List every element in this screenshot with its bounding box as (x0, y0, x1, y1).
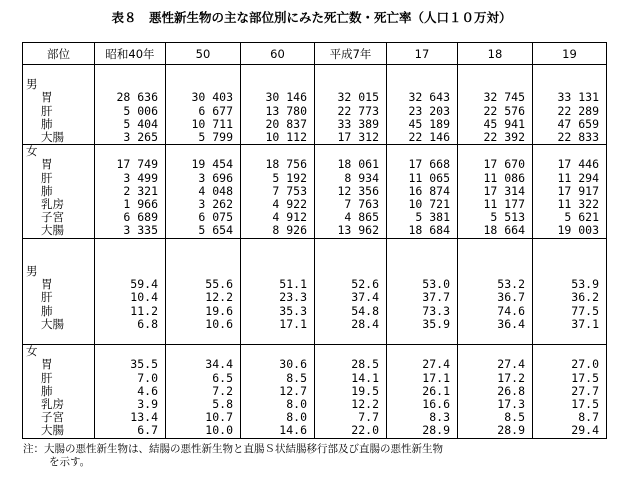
empty-cell (458, 65, 533, 79)
site-label: 子宮 (23, 411, 95, 424)
empty-cell (241, 252, 315, 265)
sex-label: 女 (23, 345, 95, 359)
site-label: 大腸 (23, 318, 95, 331)
value-cell: 26.1 (387, 385, 458, 398)
empty-cell (533, 238, 607, 252)
empty-cell (533, 331, 607, 345)
value-cell: 27.7 (533, 385, 607, 398)
value-cell: 16 874 (387, 185, 458, 198)
value-cell: 13 780 (241, 105, 315, 118)
header-year: 19 (533, 43, 607, 65)
sex-label: 男 (23, 265, 95, 278)
value-cell: 11 086 (458, 172, 533, 185)
value-cell: 6 075 (166, 211, 241, 224)
empty-cell (23, 65, 95, 79)
value-cell: 5 192 (241, 172, 315, 185)
value-cell: 17.1 (387, 372, 458, 385)
value-cell: 10.6 (166, 318, 241, 331)
value-cell: 12.7 (241, 385, 315, 398)
value-cell: 5 404 (95, 118, 166, 131)
site-label: 胃 (23, 278, 95, 291)
value-cell: 10 112 (241, 131, 315, 145)
value-cell: 6 689 (95, 211, 166, 224)
value-cell: 3 335 (95, 224, 166, 238)
empty-cell (166, 238, 241, 252)
value-cell: 14.6 (241, 424, 315, 438)
header-year: 50 (166, 43, 241, 65)
table-row (23, 158, 607, 171)
value-cell: 7 753 (241, 185, 315, 198)
table-body (23, 65, 607, 439)
value-cell: 11 065 (387, 172, 458, 185)
empty-cell (95, 331, 166, 345)
value-cell: 8.3 (387, 411, 458, 424)
header-site: 部位 (23, 43, 95, 65)
site-label: 肝 (23, 372, 95, 385)
empty-cell (387, 252, 458, 265)
value-cell: 4 865 (315, 211, 387, 224)
table-row (23, 291, 607, 304)
value-cell: 13 962 (315, 224, 387, 238)
value-cell: 17 446 (533, 158, 607, 171)
value-cell: 17 314 (458, 185, 533, 198)
value-cell: 51.1 (241, 278, 315, 291)
value-cell: 20 837 (241, 118, 315, 131)
empty-cell (241, 238, 315, 252)
value-cell: 17 312 (315, 131, 387, 145)
value-cell: 17.5 (533, 398, 607, 411)
value-cell: 32 745 (458, 91, 533, 104)
value-cell: 73.3 (387, 305, 458, 318)
value-cell: 8 934 (315, 172, 387, 185)
value-cell: 22 833 (533, 131, 607, 145)
site-label: 胃 (23, 158, 95, 171)
table-row (23, 424, 607, 438)
value-cell: 4 922 (241, 198, 315, 211)
footnote-line: 注：大腸の悪性新生物は、結腸の悪性新生物と直腸Ｓ状結腸移行部及び直腸の悪性新生物 (23, 443, 443, 455)
table-row (23, 372, 607, 385)
header-year: 18 (458, 43, 533, 65)
value-cell: 8.0 (241, 398, 315, 411)
value-cell: 4 048 (166, 185, 241, 198)
value-cell: 11 322 (533, 198, 607, 211)
value-cell: 33 389 (315, 118, 387, 131)
site-label: 大腸 (23, 224, 95, 238)
value-cell: 26.8 (458, 385, 533, 398)
header-year: 17 (387, 43, 458, 65)
value-cell: 52.6 (315, 278, 387, 291)
value-cell: 28 636 (95, 91, 166, 104)
footnote-line: を示す。 (49, 456, 91, 468)
value-cell: 59.4 (95, 278, 166, 291)
value-cell: 17.2 (458, 372, 533, 385)
header-year: 60 (241, 43, 315, 65)
table-row (23, 91, 607, 104)
empty-cell (95, 252, 166, 265)
table-row (23, 131, 607, 145)
header-year: 平成7年 (315, 43, 387, 65)
empty-cell (166, 145, 241, 159)
empty-cell (458, 345, 533, 359)
value-cell: 27.4 (458, 358, 533, 371)
value-cell: 10.4 (95, 291, 166, 304)
value-cell: 8.5 (241, 372, 315, 385)
value-cell: 7.2 (166, 385, 241, 398)
site-label: 肺 (23, 385, 95, 398)
empty-cell (166, 65, 241, 79)
value-cell: 3.9 (95, 398, 166, 411)
value-cell: 17 668 (387, 158, 458, 171)
value-cell: 74.6 (458, 305, 533, 318)
sex-label: 女 (23, 145, 95, 159)
value-cell: 8 926 (241, 224, 315, 238)
value-cell: 11 294 (533, 172, 607, 185)
empty-cell (241, 65, 315, 79)
value-cell: 17.1 (241, 318, 315, 331)
value-cell: 30 146 (241, 91, 315, 104)
value-cell: 7.7 (315, 411, 387, 424)
site-label: 肝 (23, 172, 95, 185)
value-cell: 35.9 (387, 318, 458, 331)
value-cell: 11 177 (458, 198, 533, 211)
table-row (23, 305, 607, 318)
empty-cell (387, 145, 458, 159)
empty-cell (387, 345, 458, 359)
empty-cell (387, 65, 458, 79)
value-cell: 18 664 (458, 224, 533, 238)
value-cell: 36.7 (458, 291, 533, 304)
empty-cell (241, 331, 315, 345)
value-cell: 10.7 (166, 411, 241, 424)
value-cell: 18 684 (387, 224, 458, 238)
empty-cell (166, 331, 241, 345)
value-cell: 18 061 (315, 158, 387, 171)
site-label: 大腸 (23, 424, 95, 438)
value-cell: 3 696 (166, 172, 241, 185)
empty-cell (241, 345, 315, 359)
value-cell: 36.2 (533, 291, 607, 304)
value-cell: 19.6 (166, 305, 241, 318)
value-cell: 17.3 (458, 398, 533, 411)
empty-cell (166, 252, 241, 265)
empty-cell (315, 345, 387, 359)
empty-cell (315, 331, 387, 345)
empty-cell (95, 238, 166, 252)
value-cell: 30.6 (241, 358, 315, 371)
value-cell: 29.4 (533, 424, 607, 438)
table-row (23, 224, 607, 238)
site-label: 肺 (23, 185, 95, 198)
site-label: 肺 (23, 305, 95, 318)
value-cell: 6.7 (95, 424, 166, 438)
value-cell: 11.2 (95, 305, 166, 318)
value-cell: 12 356 (315, 185, 387, 198)
empty-cell (458, 331, 533, 345)
value-cell: 17 917 (533, 185, 607, 198)
value-cell: 17 670 (458, 158, 533, 171)
sex-label: 男 (23, 78, 95, 91)
empty-cell (387, 331, 458, 345)
value-cell: 6.8 (95, 318, 166, 331)
header-year: 昭和40年 (95, 43, 166, 65)
value-cell: 30 403 (166, 91, 241, 104)
value-cell: 35.5 (95, 358, 166, 371)
value-cell: 77.5 (533, 305, 607, 318)
value-cell: 5 006 (95, 105, 166, 118)
empty-cell (95, 345, 166, 359)
value-cell: 35.3 (241, 305, 315, 318)
empty-cell (23, 238, 95, 252)
empty-cell (533, 65, 607, 79)
empty-cell (166, 345, 241, 359)
value-cell: 32 015 (315, 91, 387, 104)
sex-row (23, 145, 607, 159)
value-cell: 5 513 (458, 211, 533, 224)
site-label: 肝 (23, 291, 95, 304)
spacer-row (23, 331, 607, 345)
value-cell: 14.1 (315, 372, 387, 385)
value-cell: 6 677 (166, 105, 241, 118)
table-row (23, 105, 607, 118)
table-row (23, 318, 607, 331)
value-cell: 37.1 (533, 318, 607, 331)
value-cell: 28.5 (315, 358, 387, 371)
value-cell: 19 003 (533, 224, 607, 238)
value-cell: 37.4 (315, 291, 387, 304)
value-cell: 19.5 (315, 385, 387, 398)
empty-cell (23, 331, 95, 345)
value-cell: 22 576 (458, 105, 533, 118)
value-cell: 5.8 (166, 398, 241, 411)
value-cell: 8.5 (458, 411, 533, 424)
value-cell: 10 711 (166, 118, 241, 131)
value-cell: 27.0 (533, 358, 607, 371)
value-cell: 28.4 (315, 318, 387, 331)
value-cell: 53.9 (533, 278, 607, 291)
value-cell: 27.4 (387, 358, 458, 371)
header-row (23, 43, 607, 65)
value-cell: 3 262 (166, 198, 241, 211)
empty-cell (241, 145, 315, 159)
site-label: 肝 (23, 105, 95, 118)
empty-cell (533, 345, 607, 359)
empty-cell (458, 252, 533, 265)
value-cell: 5 799 (166, 131, 241, 145)
value-cell: 5 621 (533, 211, 607, 224)
value-cell: 8.0 (241, 411, 315, 424)
empty-cell (315, 145, 387, 159)
value-cell: 12.2 (166, 291, 241, 304)
site-label: 肺 (23, 118, 95, 131)
value-cell: 10 721 (387, 198, 458, 211)
empty-cell (315, 238, 387, 252)
value-cell: 33 131 (533, 91, 607, 104)
value-cell: 2 321 (95, 185, 166, 198)
value-cell: 54.8 (315, 305, 387, 318)
value-cell: 36.4 (458, 318, 533, 331)
value-cell: 16.6 (387, 398, 458, 411)
table-row (23, 172, 607, 185)
value-cell: 19 454 (166, 158, 241, 171)
empty-cell (315, 65, 387, 79)
empty-cell (533, 145, 607, 159)
empty-cell (458, 145, 533, 159)
value-cell: 18 756 (241, 158, 315, 171)
value-cell: 7 763 (315, 198, 387, 211)
value-cell: 4 912 (241, 211, 315, 224)
value-cell: 22 289 (533, 105, 607, 118)
value-cell: 8.7 (533, 411, 607, 424)
site-label: 大腸 (23, 131, 95, 145)
sex-row (23, 345, 607, 359)
site-label: 胃 (23, 91, 95, 104)
value-cell: 32 643 (387, 91, 458, 104)
value-cell: 22 392 (458, 131, 533, 145)
empty-cell (315, 252, 387, 265)
value-cell: 55.6 (166, 278, 241, 291)
value-cell: 5 381 (387, 211, 458, 224)
value-cell: 1 966 (95, 198, 166, 211)
value-cell: 22 773 (315, 105, 387, 118)
value-cell: 28.9 (387, 424, 458, 438)
spacer-row (23, 65, 607, 79)
value-cell: 53.2 (458, 278, 533, 291)
value-cell: 7.0 (95, 372, 166, 385)
spacer-row (23, 238, 607, 252)
value-cell: 28.9 (458, 424, 533, 438)
value-cell: 12.2 (315, 398, 387, 411)
value-cell: 13.4 (95, 411, 166, 424)
value-cell: 10.0 (166, 424, 241, 438)
footnote (23, 443, 443, 469)
site-label: 乳房 (23, 398, 95, 411)
value-cell: 22.0 (315, 424, 387, 438)
value-cell: 53.0 (387, 278, 458, 291)
value-cell: 23 203 (387, 105, 458, 118)
spacer-row (23, 252, 607, 265)
empty-cell (95, 65, 166, 79)
value-cell: 4.6 (95, 385, 166, 398)
value-cell: 45 189 (387, 118, 458, 131)
table-title: 表８ 悪性新生物の主な部位別にみた死亡数・死亡率（人口１０万対） (111, 10, 512, 25)
value-cell: 3 499 (95, 172, 166, 185)
mortality-table (22, 42, 607, 439)
site-label: 乳房 (23, 198, 95, 211)
value-cell: 6.5 (166, 372, 241, 385)
table-row (23, 358, 607, 371)
empty-cell (458, 238, 533, 252)
value-cell: 22 146 (387, 131, 458, 145)
site-label: 子宮 (23, 211, 95, 224)
value-cell: 47 659 (533, 118, 607, 131)
value-cell: 23.3 (241, 291, 315, 304)
empty-cell (533, 252, 607, 265)
value-cell: 17.5 (533, 372, 607, 385)
site-label: 胃 (23, 358, 95, 371)
value-cell: 17 749 (95, 158, 166, 171)
value-cell: 5 654 (166, 224, 241, 238)
empty-cell (95, 145, 166, 159)
value-cell: 37.7 (387, 291, 458, 304)
value-cell: 45 941 (458, 118, 533, 131)
value-cell: 3 265 (95, 131, 166, 145)
value-cell: 34.4 (166, 358, 241, 371)
empty-cell (387, 238, 458, 252)
